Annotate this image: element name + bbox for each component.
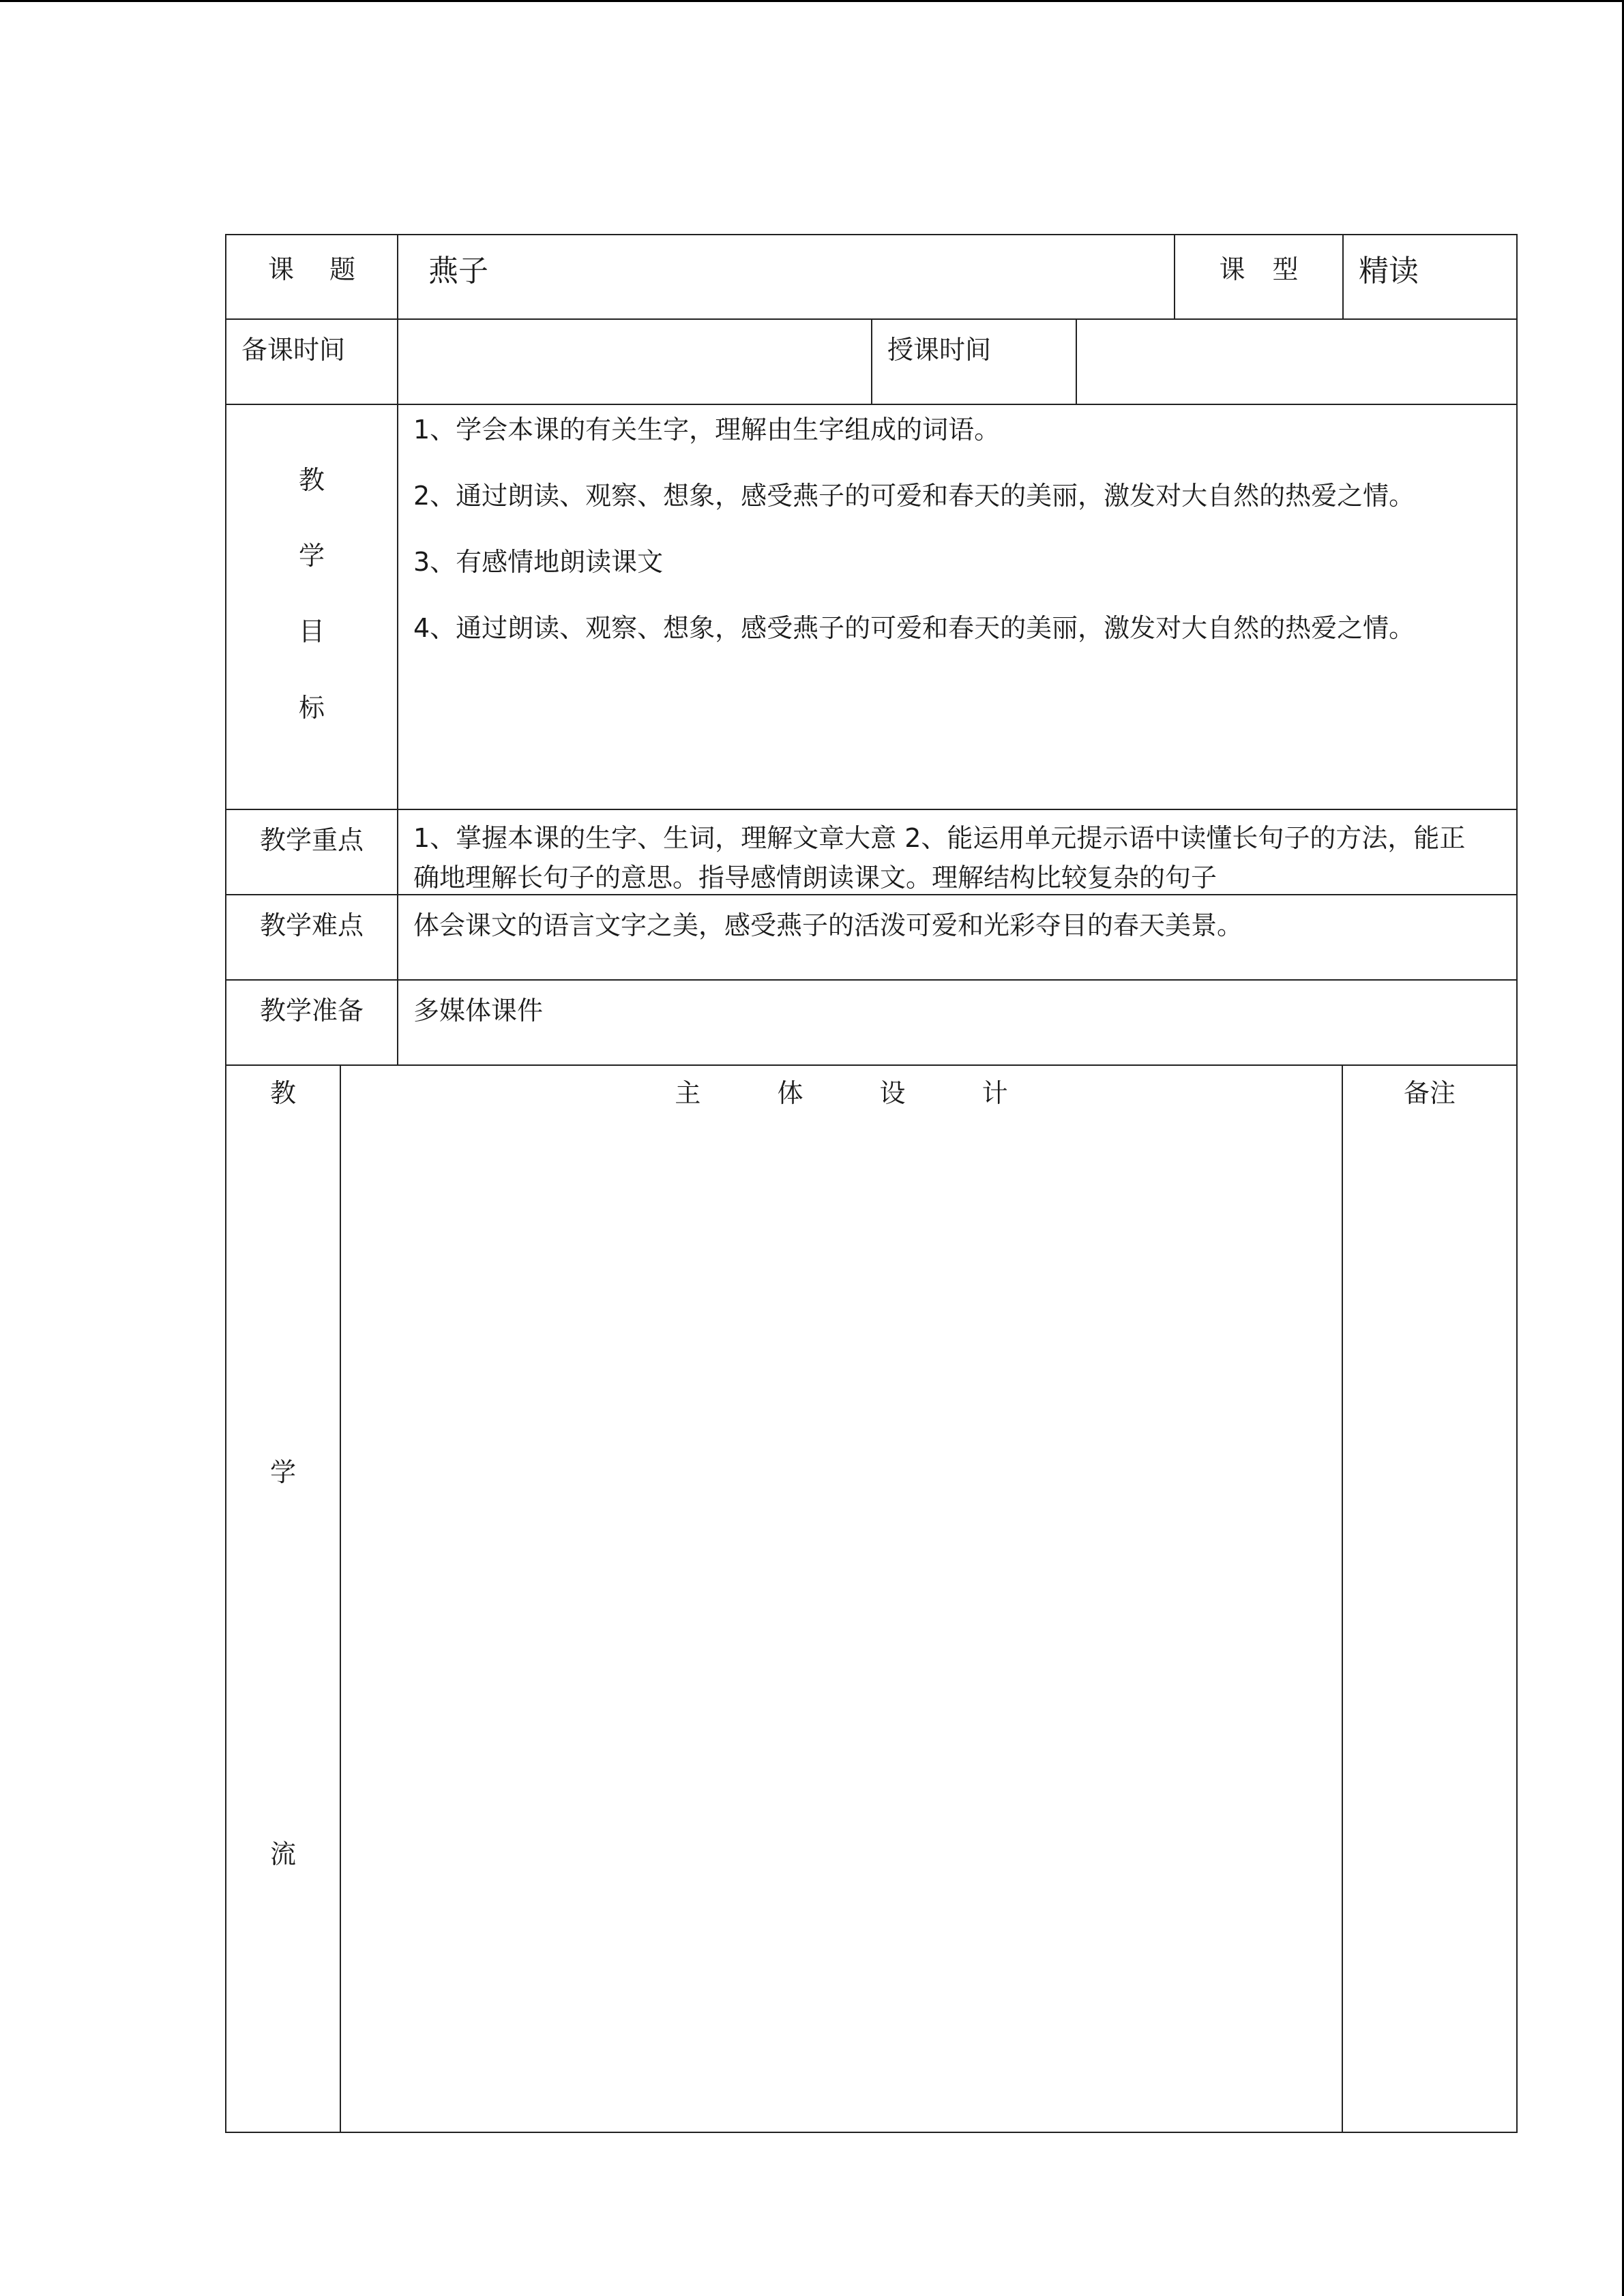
- type-label-cell: [1174, 234, 1344, 320]
- objectives-label-char: 标: [298, 693, 325, 723]
- prep-time-value-cell: [397, 318, 872, 405]
- key-points-value: 1、掌握本课的生字、生词，理解文章大意 2、能运用单元提示语中读懂长句子的方法，能正确地理解长句子的意思。指导感情朗读课文。理解结构比较复杂的句子: [413, 823, 1466, 893]
- process-side-char: 流: [269, 1839, 296, 1869]
- objective-item: 4、通过朗读、观察、想象，感受燕子的可爱和春天的美丽，激发对大自然的热爱之情。: [413, 613, 1415, 643]
- process-side-char: 教: [269, 1078, 296, 1108]
- process-main-heading: 主 体 设 计: [675, 1078, 1008, 1108]
- key-points-label-cell: [225, 809, 398, 895]
- objectives-label-char: 教: [298, 465, 325, 495]
- difficulties-value-cell: [397, 894, 1518, 981]
- process-main-cell: [340, 1064, 1343, 2133]
- difficulties-label: 教学难点: [259, 910, 364, 940]
- objectives-content-cell: [397, 404, 1518, 810]
- topic-value: 燕子: [428, 254, 488, 288]
- prep-time-label: 备课时间: [241, 335, 346, 365]
- topic-label: 课 题: [267, 254, 356, 284]
- preparation-value: 多媒体课件: [413, 996, 544, 1026]
- preparation-label-cell: [225, 979, 398, 1066]
- preparation-label: 教学准备: [259, 996, 364, 1026]
- teach-time-label-cell: [871, 318, 1077, 405]
- teach-time-value-cell: [1076, 318, 1518, 405]
- type-label: 课 型: [1219, 254, 1299, 284]
- difficulties-value: 体会课文的语言文字之美，感受燕子的活泼可爱和光彩夺目的春天美景。: [413, 910, 1243, 940]
- process-side-label-cell: [225, 1064, 341, 2133]
- preparation-value-cell: [397, 979, 1518, 1066]
- key-points-value-cell: [397, 809, 1518, 895]
- prep-time-label-cell: [225, 318, 398, 405]
- teach-time-label: 授课时间: [887, 335, 992, 365]
- process-side-char: 学: [269, 1457, 296, 1487]
- type-value-cell: [1342, 234, 1518, 320]
- difficulties-label-cell: [225, 894, 398, 981]
- topic-value-cell: [397, 234, 1175, 320]
- page-top-border: [0, 0, 1624, 2]
- process-notes-heading: 备注: [1403, 1078, 1456, 1108]
- objective-item: 3、有感情地朗读课文: [413, 547, 664, 577]
- objectives-label-cell: [225, 404, 398, 810]
- objective-item: 2、通过朗读、观察、想象，感受燕子的可爱和春天的美丽，激发对大自然的热爱之情。: [413, 481, 1415, 511]
- process-notes-cell: [1342, 1064, 1518, 2133]
- objective-item: 1、学会本课的有关生字，理解由生字组成的词语。: [413, 415, 1001, 445]
- topic-label-cell: [225, 234, 398, 320]
- objectives-label-char: 学: [298, 541, 325, 571]
- type-value: 精读: [1359, 254, 1419, 288]
- objectives-label-char: 目: [298, 616, 325, 646]
- key-points-label: 教学重点: [259, 825, 364, 855]
